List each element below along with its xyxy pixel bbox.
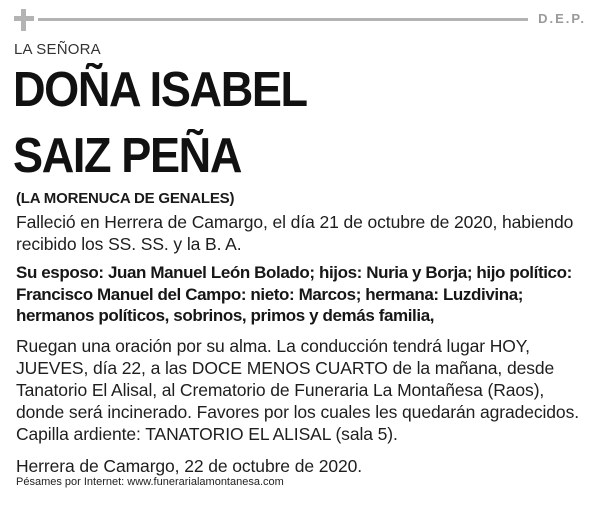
nickname: (LA MORENUCA DE GENALES) — [16, 190, 235, 207]
dep-label: D.E.P. — [538, 11, 586, 26]
deceased-name-line2: SAIZ PEÑA — [13, 129, 242, 183]
header-bar — [14, 9, 586, 31]
family-list: Su esposo: Juan Manuel León Bolado; hijos: Nuria y Borja; hijo político: Francisco Manuel del Campo: nieto: Marcos; hermana: Luzdivina; hermanos políticos, sobrinos, primos y demás familia, — [16, 263, 572, 325]
condolences-link[interactable]: Pésames por Internet: www.funerarialamontanesa.com — [16, 476, 284, 488]
honorific: LA SEÑORA — [14, 41, 101, 58]
funeral-details: Ruegan una oración por su alma. La conducción tendrá lugar HOY, JUEVES, día 22, a las DOCE MENOS CUARTO de la mañana, desde Tanatorio El Alisal, al Crematorio de Funeraria La Montañesa (Raos), donde será incinerado. Favores por los cuales les quedarán agradecidos. Capilla ardiente: TANATORIO EL ALISAL (sala 5). — [16, 336, 579, 444]
deceased-name-line1: DOÑA ISABEL — [13, 63, 307, 117]
place-date: Herrera de Camargo, 22 de octubre de 2020. — [16, 456, 363, 476]
header-rule — [38, 18, 528, 21]
death-notice: Falleció en Herrera de Camargo, el día 21 de octubre de 2020, habiendo recibido los SS. SS. y la B. A. — [16, 212, 574, 254]
cross-icon — [14, 9, 34, 31]
